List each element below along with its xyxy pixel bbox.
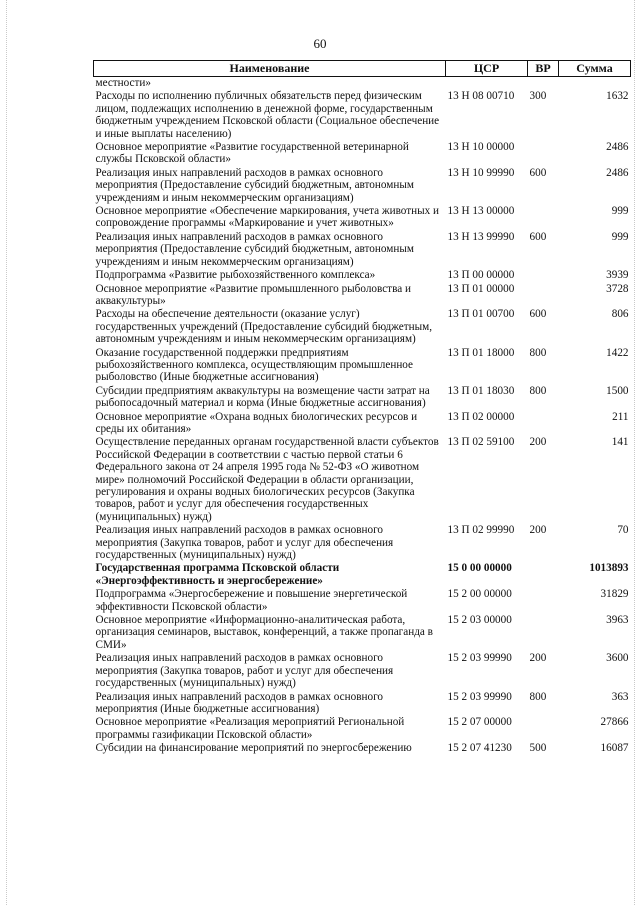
cell-csr: 13 П 00 00000 [447,269,515,282]
cell-vr: 200 [529,436,547,449]
table-row [94,652,631,690]
cell-name: Субсидии на финансирование мероприятий по энергосбережению [95,742,412,755]
cell-sum: 1013893 [589,562,629,575]
cell-vr: 600 [529,308,547,321]
cell-name: Основное мероприятие «Обеспечение маркирования, учета животных и сопровождение программы «Маркирование и учет животных» [95,205,440,230]
table-row [94,742,631,755]
cell-vr: 800 [529,384,547,397]
table-row [94,90,631,141]
cell-vr: 600 [529,230,547,243]
cell-csr [446,77,528,91]
table-row [94,231,631,269]
cell-sum: 211 [612,410,629,423]
cell-name: Субсидии предприятиям аквакультуры на возмещение части затрат на рыбопосадочный материал и корма (Иные бюджетные ассигнования) [95,384,430,410]
cell-csr: 15 2 03 99990 [447,690,512,703]
table-row [94,77,631,91]
cell-csr: 13 Н 13 99990 [447,230,515,243]
cell-sum: 141 [611,436,629,449]
cell-name: Осуществление переданных органам государственной власти субъектов Российской Федерации в соответствии с частью первой статьи 6 Федерального закона от 24 апреля 1995 года № 52-ФЗ «О животном мире» полномочий Российской Федерации в области организации, регулирования и охраны водных биологических ресурсов (Закупка товаров, работ и услуг для обеспечения государственных (муниципальных) нужд) [95,436,439,523]
cell-sum: 2486 [606,166,629,179]
cell-sum [559,77,631,91]
cell-csr: 15 2 03 99990 [447,652,512,665]
cell-vr: 500 [529,742,547,755]
cell-sum: 2486 [606,141,629,154]
cell-vr [528,269,559,282]
cell-csr: 13 Н 10 99990 [447,166,515,179]
page-number: 60 [313,36,327,51]
cell-csr: 15 2 07 00000 [447,716,512,729]
header-vr: ВР [528,61,559,77]
cell-name: Реализация иных направлений расходов в рамках основного мероприятия (Закупка товаров, работ и услуг для обеспечения государственных (муниципальных) нужд) [95,524,394,562]
table-row [94,283,631,309]
cell-sum: 1422 [606,346,629,359]
cell-csr: 13 П 02 00000 [447,410,515,423]
cell-name: Реализация иных направлений расходов в рамках основного мероприятия (Иные бюджетные ассигнования) [95,690,383,715]
cell-name: Основное мероприятие «Охрана водных биологических ресурсов и среды их обитания» [95,410,418,435]
cell-vr: 200 [529,652,547,665]
cell-csr: 13 П 01 18030 [447,384,515,397]
cell-name: Государственная программа Псковской области «Энергоэффективность и энергосбережение» [95,562,340,587]
cell-csr: 15 2 00 00000 [447,588,512,601]
cell-vr [528,283,559,309]
cell-vr: 200 [529,524,547,537]
table-row [94,716,631,742]
cell-sum: 3963 [606,614,629,627]
cell-name: Реализация иных направлений расходов в рамках основного мероприятия (Закупка товаров, работ и услуг для обеспечения государственных (муниципальных) нужд) [95,652,394,690]
cell-name: Расходы по исполнению публичных обязательств перед физическим лицом, подлежащих исполнению в денежной форме, государственным бюджетным учреждением Псковской области (Социальное обеспечение и иные выплаты населению) [95,90,440,140]
table-row [94,614,631,652]
cell-csr: 13 П 01 00000 [447,282,515,295]
cell-sum: 806 [611,308,629,321]
cell-vr [528,411,559,437]
cell-vr [528,716,559,742]
cell-name: Основное мероприятие «Развитие промышленного рыболовства и аквакультуры» [95,282,411,307]
cell-sum: 999 [611,230,629,243]
table-row [94,691,631,717]
table-row [94,588,631,614]
table-row [94,411,631,437]
cell-name: Основное мероприятие «Реализация мероприятий Региональной программы газификации Псковской области» [95,716,405,741]
table-row [94,308,631,346]
cell-vr [528,77,559,91]
table-row [94,562,631,588]
cell-csr: 13 П 02 59100 [447,436,515,449]
cell-sum: 3939 [606,269,629,282]
cell-vr [528,562,559,588]
cell-vr [528,141,559,167]
cell-sum: 999 [611,205,629,218]
cell-csr: 15 2 07 41230 [447,742,512,755]
cell-sum: 16087 [600,742,629,755]
table-row [94,141,631,167]
table-header-row [94,61,631,77]
cell-vr [528,614,559,652]
cell-name: Реализация иных направлений расходов в рамках основного мероприятия (Предоставление субсидий бюджетным, автономным учреждениям и иным некоммерческим организациям) [95,230,414,268]
table-row [94,205,631,231]
table-row [94,269,631,282]
scan-right-edge [634,0,636,905]
cell-sum: 27866 [600,716,629,729]
cell-vr: 600 [529,166,547,179]
cell-csr: 13 Н 13 00000 [447,205,515,218]
header-csr: ЦСР [446,61,528,77]
cell-sum: 1632 [606,90,629,103]
cell-name: Расходы на обеспечение деятельности (оказание услуг) государственных учреждений (Предоставление субсидий бюджетным, автономным учреждениям и иным некоммерческим организациям) [95,308,433,346]
table-row [94,436,631,524]
cell-csr: 13 П 01 00700 [447,308,515,321]
table-row [94,385,631,411]
cell-sum: 363 [611,690,629,703]
cell-sum: 70 [617,524,629,537]
table-row [94,347,631,385]
budget-table [93,60,631,756]
table-body [94,77,631,756]
cell-csr: 13 П 02 99990 [447,524,515,537]
cell-vr: 300 [529,90,547,103]
cell-name: Подпрограмма «Энергосбережение и повышение энергетической эффективности Псковской области» [95,588,408,613]
header-sum: Сумма [559,61,631,77]
cell-vr: 800 [529,346,547,359]
cell-csr: 15 2 03 00000 [447,614,512,627]
cell-csr: 13 Н 10 00000 [447,141,515,154]
cell-sum: 31829 [600,588,629,601]
table-row [94,167,631,205]
cell-csr: 15 0 00 00000 [447,562,512,575]
header-name: Наименование [94,61,446,77]
cell-sum: 1500 [606,384,629,397]
cell-sum: 3728 [606,282,629,295]
cell-csr: 13 Н 08 00710 [447,90,515,103]
scan-left-edge [6,0,8,905]
cell-name: Основное мероприятие «Развитие государственной ветеринарной службы Псковской области» [95,141,409,166]
cell-vr: 800 [529,690,547,703]
cell-csr: 13 П 01 18000 [447,346,515,359]
cell-vr [528,588,559,614]
table-row [94,524,631,562]
cell-name: местности» [95,77,151,89]
cell-name: Реализация иных направлений расходов в рамках основного мероприятия (Предоставление субсидий бюджетным, автономным учреждениям и иным некоммерческим организациям) [95,166,414,204]
cell-name: Оказание государственной поддержки предприятиям рыбохозяйственного комплекса, осуществляющим промышленное рыболовство (Иные бюджетные ассигнования) [95,346,414,384]
cell-name: Основное мероприятие «Информационно-аналитическая работа, организация семинаров, выставок, конференций, а также пропаганда в СМИ» [95,614,433,651]
cell-sum: 3600 [606,652,629,665]
cell-name: Подпрограмма «Развитие рыбохозяйственного комплекса» [95,269,376,282]
cell-vr [528,205,559,231]
